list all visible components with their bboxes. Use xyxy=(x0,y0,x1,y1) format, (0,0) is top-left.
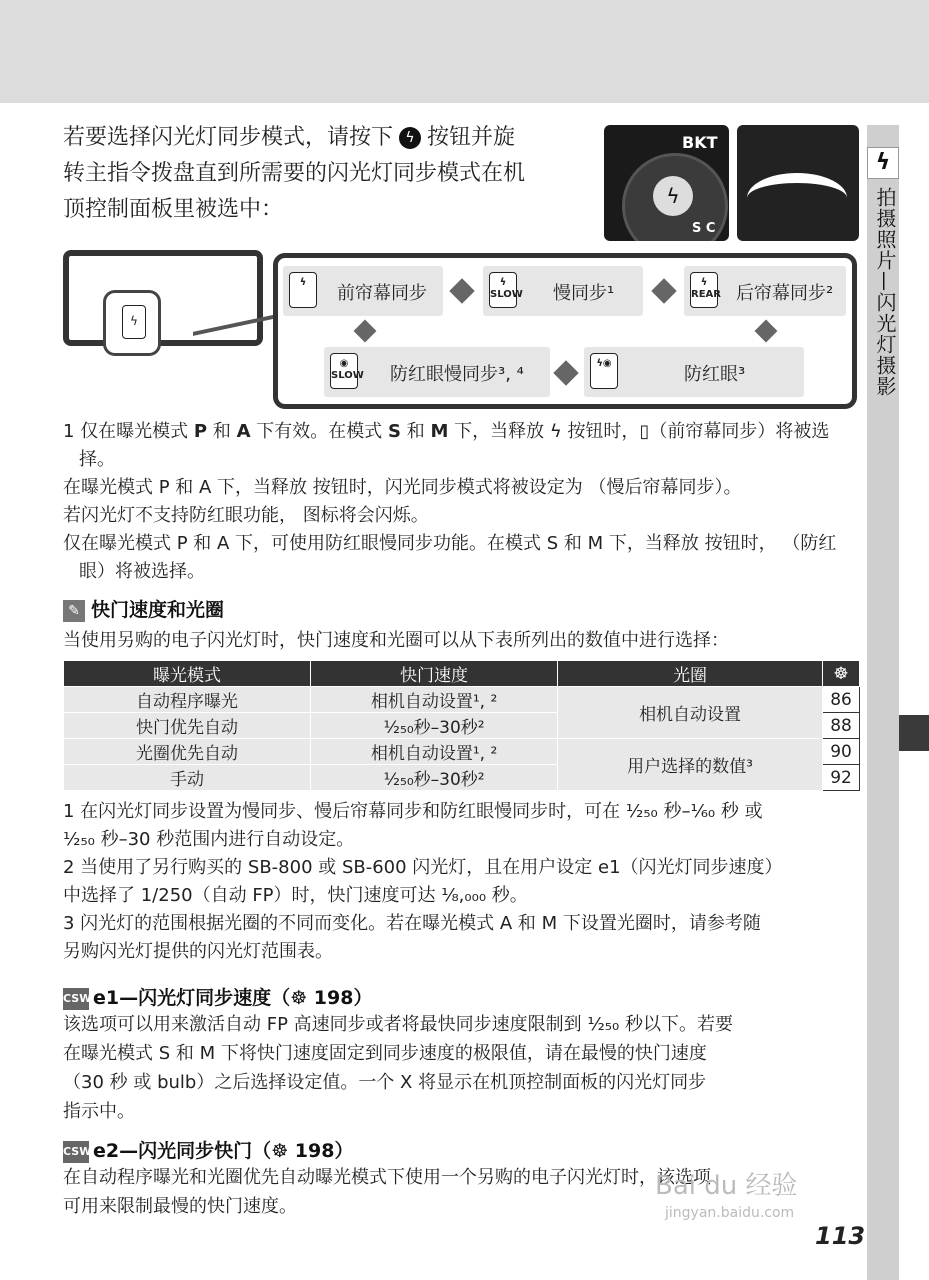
table-cell: 光圈优先自动 xyxy=(64,739,311,765)
front-curtain-icon: ϟ xyxy=(122,305,146,339)
mode-redeye xyxy=(584,347,804,397)
intro-line1a: 若要选择闪光灯同步模式，请按下 xyxy=(63,125,394,150)
note-4: 仅在曝光模式 P 和 A 下，可使用防红眼慢同步功能。在模式 S 和 M 下，当释放 按钮时， （防红眼）将被选择。 xyxy=(63,533,837,582)
section-shutter-aperture-desc: 当使用另购的电子闪光灯时，快门速度和光圈可以从下表所列出的数值中进行选择： xyxy=(63,630,729,651)
table-cell: 快门优先自动 xyxy=(64,713,311,739)
table-cell: 相机自动设置¹, ² xyxy=(311,687,558,713)
mode-rear-curtain xyxy=(684,266,846,316)
section-title: e2—闪光同步快门（ xyxy=(93,1140,272,1162)
table-note: 2 当使用了另行购买的 SB-800 或 SB-600 闪光灯，且在用户设定 e1（闪光灯同步速度） xyxy=(63,857,783,878)
page-ref: 90 xyxy=(823,739,860,765)
section-title: 快门速度和光圈 xyxy=(91,599,225,621)
rotate-arrow-icon xyxy=(747,173,847,223)
table-note: 3 闪光灯的范围根据光圈的不同而变化。若在曝光模式 A 和 M 下设置光圈时，请参考随 xyxy=(63,913,761,934)
front-curtain-icon: ▯ xyxy=(639,421,650,442)
section-e1-body: 该选项可以用来激活自动 FP 高速同步或者将最快同步速度限制到 ¹⁄₂₅₀ 秒以下。若要 在曝光模式 S 和 M 下将快门速度固定到同步速度的极限值，请在最慢的快门速度 （30 秒 或 bulb）之后选择设定值。一个 X 将显示在机顶控制面板的闪光灯同步 指示中。 xyxy=(63,1014,733,1122)
chapter-sidebar xyxy=(867,125,899,1280)
page-ref: 86 xyxy=(823,687,860,713)
table-cell: 手动 xyxy=(64,765,311,791)
table-header-row xyxy=(64,661,860,687)
mode-label: 慢同步¹ xyxy=(553,283,615,304)
note-3: 若闪光灯不支持防红眼功能， 图标将会闪烁。 xyxy=(63,505,429,526)
table-row xyxy=(64,739,860,765)
table-header: 快门速度 xyxy=(311,661,558,687)
table-cell: 相机自动设置 xyxy=(558,687,823,739)
table-note: ¹⁄₂₅₀ 秒–30 秒范围内进行自动设定。 xyxy=(63,829,355,850)
slow-sync-icon: ϟ SLOW xyxy=(489,272,517,308)
flash-button-icon: ϟ xyxy=(549,421,562,442)
mode-label: 前帘幕同步 xyxy=(337,283,427,304)
mode-label: 防红眼³ xyxy=(684,364,746,385)
table-header: 曝光模式 xyxy=(64,661,311,687)
csw-icon: CSW xyxy=(63,988,89,1010)
rear-curtain-icon: ϟ REAR xyxy=(690,272,718,308)
command-dial-photo xyxy=(737,125,859,241)
table-note: 另购闪光灯提供的闪光灯范围表。 xyxy=(63,941,333,962)
table-cell: 用户选择的数值³ xyxy=(558,739,823,791)
csw-icon: CSW xyxy=(63,1141,89,1163)
section-e2-heading: CSWe2—闪光同步快门（☸ 198） xyxy=(63,1140,354,1162)
table-note: 中选择了 1/250（自动 FP）时，快门速度可达 ¹⁄₈,₀₀₀ 秒。 xyxy=(63,885,528,906)
lcd-flash-indicator xyxy=(103,290,161,356)
watermark-url: jingyan.baidu.com xyxy=(665,1205,795,1221)
mode-redeye-slow xyxy=(324,347,550,397)
top-banner xyxy=(0,0,929,103)
table-cell: 相机自动设置¹, ² xyxy=(311,739,558,765)
control-panel-diagram xyxy=(63,250,263,346)
page-ref: 198 xyxy=(294,1140,335,1162)
mode-notes xyxy=(63,418,863,586)
section-title: e1—闪光灯同步速度（ xyxy=(93,987,291,1009)
intro-line2: 转主指令拨盘直到所需要的闪光灯同步模式在机 xyxy=(63,161,526,186)
note-1: 1 仅在曝光模式 P 和 A 下有效。在模式 S 和 M 下，当释放 ϟ 按钮时，▯（前帘幕同步）将被选择。 xyxy=(63,421,830,470)
section-e2-body: 在自动程序曝光和光圈优先自动曝光模式下使用一个另购的电子闪光灯时，该选项 可用来限制最慢的快门速度。 xyxy=(63,1167,711,1217)
pencil-icon: ✎ xyxy=(63,600,85,622)
page-number: 113 xyxy=(815,1222,866,1250)
flash-button-icon: ϟ xyxy=(399,127,421,149)
page-ref: 92 xyxy=(823,765,860,791)
section-e1-heading: CSWe1—闪光灯同步速度（☸ 198） xyxy=(63,987,373,1009)
shutter-aperture-table xyxy=(63,660,860,791)
page-ref: 198 xyxy=(313,987,354,1009)
front-curtain-icon: ϟ xyxy=(289,272,317,308)
intro-line1b: 按钮并旋 xyxy=(427,125,516,150)
page-ref-icon: ☸ xyxy=(271,1140,289,1162)
table-row xyxy=(64,687,860,713)
section-shutter-aperture-heading xyxy=(63,595,224,622)
chapter-tab-marker xyxy=(899,715,929,751)
mode-front-curtain xyxy=(283,266,443,316)
table-note: 1 在闪光灯同步设置为慢同步、慢后帘幕同步和防红眼慢同步时，可在 ¹⁄₂₅₀ 秒–¹⁄₆₀ 秒 或 xyxy=(63,801,763,822)
table-notes xyxy=(63,798,863,966)
page-ref-icon: ☸ xyxy=(823,661,860,687)
mode-label: 防红眼慢同步³, ⁴ xyxy=(390,364,524,385)
redeye-slow-icon: ◉ SLOW xyxy=(330,353,358,389)
flash-button-icon: ϟ xyxy=(653,176,693,216)
redeye-icon: ϟ◉ xyxy=(590,353,618,389)
flash-icon: ϟ xyxy=(867,147,899,179)
table-cell: ¹⁄₂₅₀秒–30秒² xyxy=(311,765,558,791)
mode-slow-sync xyxy=(483,266,643,316)
mode-label: 后帘幕同步² xyxy=(736,283,834,304)
table-cell: 自动程序曝光 xyxy=(64,687,311,713)
intro-line3: 顶控制面板里被选中： xyxy=(63,197,284,222)
intro-text xyxy=(63,120,588,228)
table-cell: ¹⁄₂₅₀秒–30秒² xyxy=(311,713,558,739)
bkt-label: BKT xyxy=(682,133,718,152)
camera-button-photo xyxy=(604,125,729,241)
watermark-logo: Bai du 经验 xyxy=(655,1171,798,1201)
note-2: 在曝光模式 P 和 A 下，当释放 按钮时，闪光同步模式将被设定为 （慢后帘幕同步）。 xyxy=(63,477,742,498)
table-header: 光圈 xyxy=(558,661,823,687)
page-ref: 88 xyxy=(823,713,860,739)
page-ref-icon: ☸ xyxy=(290,987,308,1009)
chapter-title: 拍摄照片—闪光灯摄影 xyxy=(873,187,897,397)
dial-label: S C xyxy=(692,221,716,236)
